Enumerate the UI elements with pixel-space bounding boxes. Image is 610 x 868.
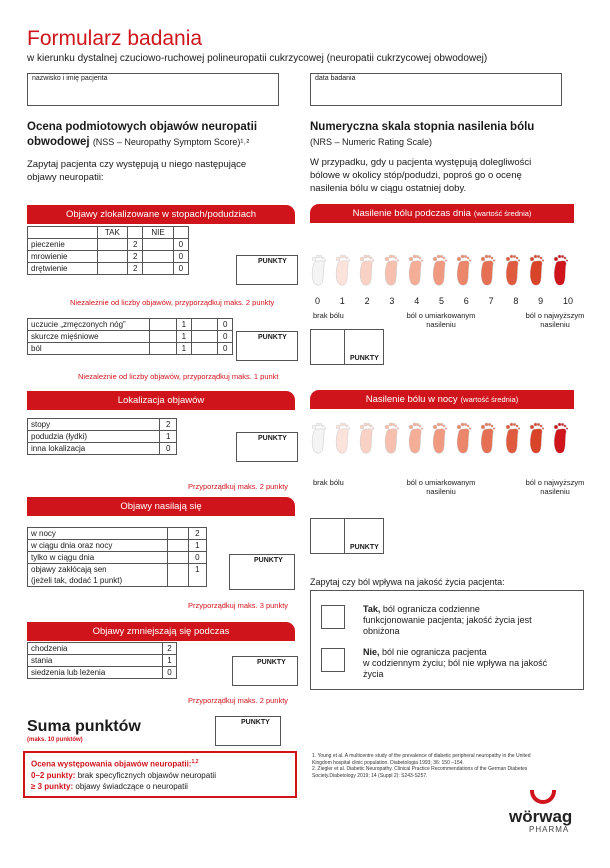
scale-label-none: brak bólu: [313, 478, 344, 487]
scale-number: 9: [538, 296, 544, 306]
points-label: PUNKTY: [350, 544, 379, 551]
patient-name-field[interactable]: [27, 73, 279, 106]
foot-icon[interactable]: [477, 419, 497, 455]
symptoms-table-2: [27, 318, 233, 355]
scale-number: 10: [562, 296, 573, 306]
points-label: PUNKTY: [258, 435, 287, 442]
scale-number: 7: [488, 296, 494, 306]
ease-banner: Objawy zmniejszają się podczas: [27, 622, 295, 641]
nrs-heading: Numeryczna skala stopnia nasilenia bólu (NRS – Numeric Rating Scale): [310, 121, 535, 147]
tak-header: TAK: [97, 227, 127, 239]
quality-question: Zapytaj czy ból wpływa na jakość życia pacjenta:: [310, 577, 505, 587]
foot-icon[interactable]: [405, 419, 425, 455]
scale-label-moderate: ból o umiarkowanym nasileniu: [406, 478, 476, 496]
note: Niezależnie od liczby objawów, przyporządkuj maks. 2 punkty: [70, 298, 275, 307]
table-row: inna lokalizacja 0: [28, 443, 177, 455]
foot-icon[interactable]: [405, 251, 425, 287]
nie-header: NIE: [143, 227, 173, 239]
foot-icon[interactable]: [308, 419, 328, 455]
foot-icon[interactable]: [502, 251, 522, 287]
scale-number: 3: [389, 296, 395, 306]
table-row: objawy zakłócają sen (jeżeli tak, dodać 1 punkt) 1: [28, 564, 207, 587]
location-banner: Lokalizacja objawów: [27, 391, 295, 410]
scale-label-none: brak bólu: [313, 311, 344, 320]
foot-icon[interactable]: [453, 419, 473, 455]
pain-day-banner: Nasilenie bólu podczas dnia (wartość średnia): [310, 204, 574, 223]
quality-yes-checkbox[interactable]: [321, 605, 345, 629]
table-row: podudzia (łydki) 1: [28, 431, 177, 443]
quality-no-text: Nie, ból nie ogranicza pacjenta w codziennym życiu; ból nie wpływa na jakość życia: [363, 647, 548, 679]
table-row: w ciągu dnia oraz nocy 1: [28, 540, 207, 552]
quality-no-checkbox[interactable]: [321, 648, 345, 672]
scale-label-worst: ból o najwyższym nasileniu: [525, 478, 585, 496]
logo-sub: PHARMA: [529, 825, 570, 834]
sum-title: Suma punktów: [27, 718, 141, 735]
table-row: drętwienie 2 0: [28, 263, 189, 275]
scale-number: 6: [463, 296, 469, 306]
scale-number: 5: [438, 296, 444, 306]
foot-icon[interactable]: [526, 251, 546, 287]
foot-icon[interactable]: [453, 251, 473, 287]
table-row: skurcze mięśniowe 1 0: [28, 331, 233, 343]
foot-icon[interactable]: [550, 419, 570, 455]
quality-yes-text: Tak, ból ogranicza codzienne funkcjonowanie pacjenta; jakość życia jest obniżona: [363, 604, 532, 636]
foot-icon[interactable]: [429, 419, 449, 455]
foot-icon[interactable]: [332, 419, 352, 455]
scale-number: 4: [414, 296, 420, 306]
foot-icon[interactable]: [502, 419, 522, 455]
scale-number: 8: [513, 296, 519, 306]
foot-icon[interactable]: [477, 251, 497, 287]
points-label: PUNKTY: [257, 659, 286, 666]
foot-icon[interactable]: [356, 251, 376, 287]
scale-number: 0: [315, 296, 321, 306]
worsen-table: [27, 527, 207, 587]
foot-icon[interactable]: [550, 251, 570, 287]
nss-heading: Ocena podmiotowych objawów neuropatii obwodowej (NSS – Neuropathy Symptom Score)¹˒²: [27, 121, 258, 148]
scale-label-worst: ból o najwyższym nasileniu: [525, 311, 585, 329]
table-row: pieczenie 2 0: [28, 239, 189, 251]
page-subtitle: w kierunku dystalnej czuciowo-ruchowej polineuropatii cukrzycowej (neuropatii cukrzycowej obwodowej): [27, 53, 488, 64]
foot-icon[interactable]: [381, 251, 401, 287]
table-row: w nocy 2: [28, 528, 207, 540]
note: Przyporządkuj maks. 2 punkty: [188, 696, 289, 705]
table-row: tylko w ciągu dnia 0: [28, 552, 207, 564]
sum-subtitle: (maks. 10 punktów): [27, 737, 83, 743]
worsen-banner: Objawy nasilają się: [27, 497, 295, 516]
foot-icon[interactable]: [429, 251, 449, 287]
ease-table: [27, 642, 177, 679]
scale-number: 2: [364, 296, 370, 306]
table-row: ból 1 0: [28, 343, 233, 355]
points-label: PUNKTY: [254, 557, 283, 564]
logo-text: wörwag: [509, 807, 573, 826]
pain-night-banner: Nasilenie bólu w nocy (wartość średnia): [310, 390, 574, 409]
scale-label-moderate: ból o umiarkowanym nasileniu: [406, 311, 476, 329]
foot-icon[interactable]: [356, 419, 376, 455]
foot-icon[interactable]: [526, 419, 546, 455]
table-row: mrowienie 2 0: [28, 251, 189, 263]
table-row: stopy 2: [28, 419, 177, 431]
foot-icon[interactable]: [332, 251, 352, 287]
note: Przyporządkuj maks. 2 punkty: [188, 482, 289, 491]
table-row: uczucie „zmęczonych nóg” 1 0: [28, 319, 233, 331]
page-title: Formularz badania: [27, 27, 203, 50]
nrs-intro: W przypadku, gdy u pacjenta występują dolegliwości bólowe w okolicy stóp/podudzi, poproś go o ocenę nasilenia bólu w ciągu ostatniej doby.: [310, 157, 532, 194]
points-label: PUNKTY: [258, 258, 287, 265]
foot-icon[interactable]: [381, 419, 401, 455]
table-row: siedzenia lub leżenia 0: [28, 667, 177, 679]
pain-day-feet: [308, 251, 570, 287]
note: Niezależnie od liczby objawów, przyporządkuj maks. 1 punkt: [78, 372, 279, 381]
patient-name-label: nazwisko i imię pacjenta: [32, 75, 108, 82]
assessment-box: Ocena występowania objawów neuropatii:$^{1,2}$ 0–2 punkty: brak specyficznych objawów neuropatii ≥ 3 punkty: objawy świadczące o neuropatii: [23, 751, 297, 798]
table-row: chodzenia 2: [28, 643, 177, 655]
location-table: [27, 418, 177, 455]
pain-day-numbers: [315, 296, 573, 306]
points-label: PUNKTY: [241, 719, 270, 726]
exam-date-label: data badania: [315, 75, 356, 82]
note: Przyporządkuj maks. 3 punkty: [188, 601, 289, 610]
points-label: PUNKTY: [350, 355, 379, 362]
table-row: stania 1: [28, 655, 177, 667]
pain-night-feet: [308, 419, 570, 455]
nss-intro: Zapytaj pacjenta czy występują u niego następujące objawy neuropatii:: [27, 159, 247, 183]
exam-date-field[interactable]: [310, 73, 562, 106]
foot-icon[interactable]: [308, 251, 328, 287]
references: 1. Young et al. A multicentre study of the prevalence of diabetic peripheral neuropathy in the United Kingdom hospital clinic population. Diabetologia 1993; 36: 150 –154. 2. Ziegler et al. Diabetic Neuropathy. Clinical Practice Recommendations of the German Diabetes Society.Diabetology 2019; 14 (Suppl 2): S243-S257.: [312, 753, 531, 779]
symptoms-location-banner: Objawy zlokalizowane w stopach/podudziach: [27, 205, 295, 224]
points-label: PUNKTY: [258, 334, 287, 341]
logo-mark: [530, 790, 556, 804]
symptoms-table-1: [27, 226, 189, 275]
scale-number: 1: [339, 296, 345, 306]
